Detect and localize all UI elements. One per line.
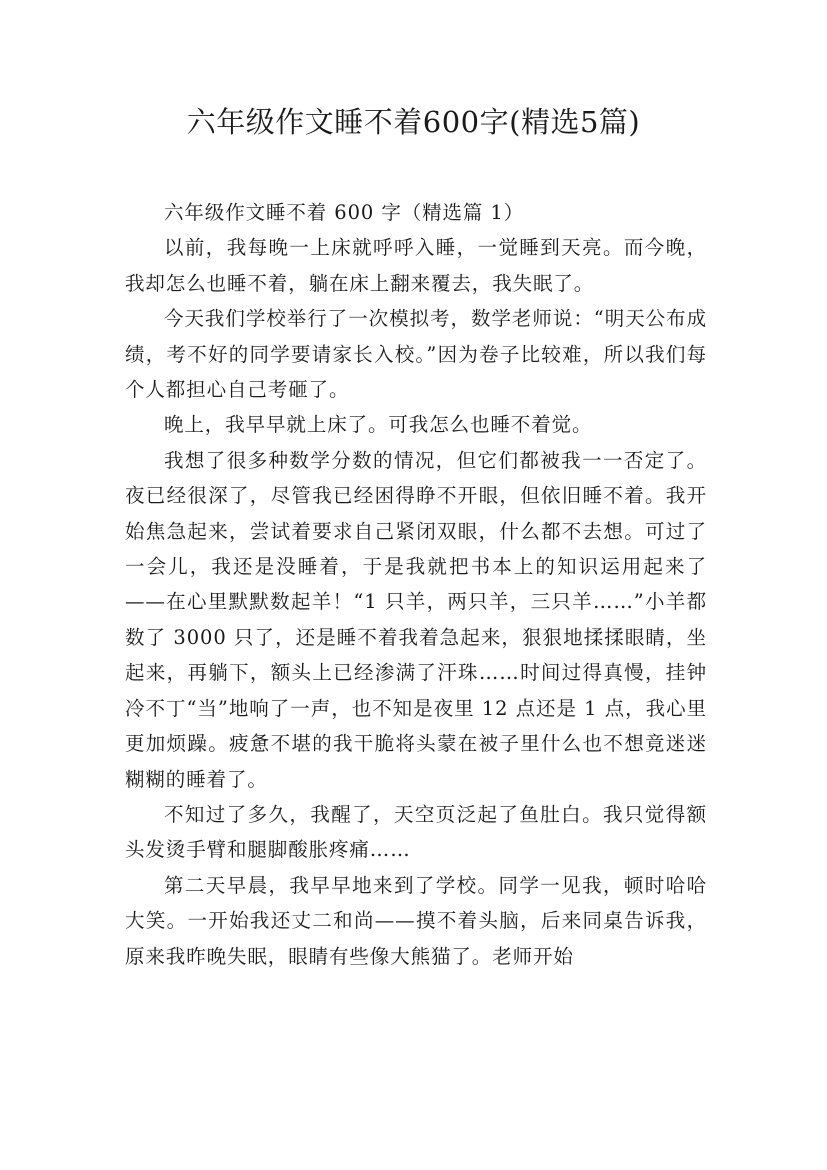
paragraph-6: 第二天早晨，我早早地来到了学校。同学一见我，顿时哈哈大笑。一开始我还丈二和尚——摸不着头脑，后来同桌告诉我，原来我昨晚失眠，眼睛有些像大熊猫了。老师开始: [125, 873, 707, 968]
paragraph-3: 晚上，我早早就上床了。可我怎么也睡不着觉。: [164, 413, 593, 437]
paragraph-4: 我想了很多种数学分数的情况，但它们都被我一一否定了。夜已经很深了，尽管我已经困得睁不开眼，但依旧睡不着。我开始焦急起来，尝试着要求自己紧闭双眼，什么都不去想。可过了一会儿，我还是没睡着，于是我就把书本上的知识运用起来了——在心里默默数起羊！“1 只羊，两只羊，三只羊……”小羊都数了 3000 只了，还是睡不着我着急起来，狠狠地揉揉眼睛，坐起来，再躺下，额头上已经渗满了汗珠……时间过得真慢，挂钟冷不丁“当”地响了一声，也不知是夜里 12 点还是 1 点，我心里更加烦躁。疲惫不堪的我干脆将头蒙在被子里什么也不想竟迷迷糊糊的睡着了。: [125, 448, 707, 791]
paragraph-2: 今天我们学校举行了一次模拟考，数学老师说：“明天公布成绩，考不好的同学要请家长入校。”因为卷子比较难，所以我们每个人都担心自己考砸了。: [125, 307, 707, 402]
document-title: 六年级作文睡不着600字(精选5篇): [186, 105, 641, 139]
document-body: [125, 195, 707, 974]
paragraph-1: 以前，我每晚一上床就呼呼入睡，一觉睡到天亮。而今晚，我却怎么也睡不着，躺在床上翻来覆去，我失眠了。: [125, 236, 707, 295]
paragraph-5: 不知过了多久，我醒了，天空页泛起了鱼肚白。我只觉得额头发烫手臂和腿脚酸胀疼痛……: [125, 802, 707, 862]
section-subtitle: 六年级作文睡不着 600 字（精选篇 1）: [164, 201, 525, 224]
